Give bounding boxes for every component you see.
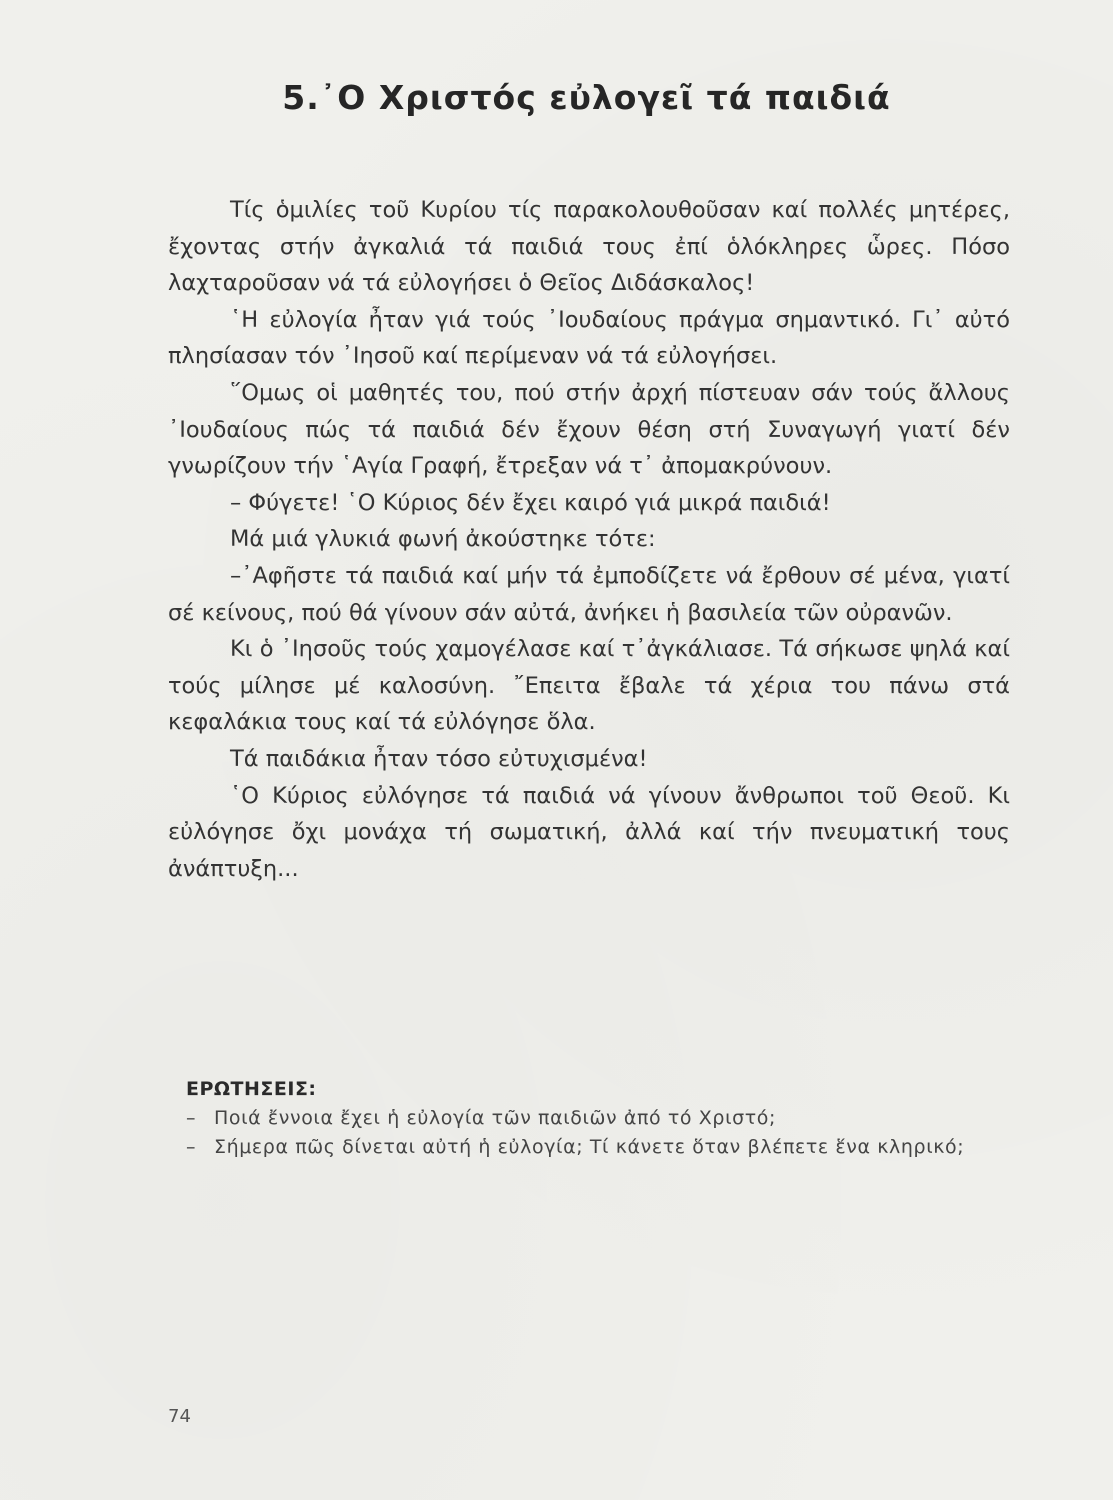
paragraph-5: Μά μιά γλυκιά φωνή ἀκούστηκε τότε:	[230, 526, 656, 553]
paragraph-9: ῾Ο Κύριος εὐλόγησε τά παιδιά νά γίνουν ἄνθρωποι τοῦ Θεοῦ. Κι εὐλόγησε ὄχι μονάχα τή σωματική, ἀλλά καί τήν πνευματική τους ἀνάπτυξη...	[168, 782, 1010, 882]
paragraph-1: Τίς ὁμιλίες τοῦ Κυρίου τίς παρακολουθοῦσαν καί πολλές μητέρες, ἔχοντας στήν ἀγκαλιά τά παιδιά τους ἐπί ὁλόκληρες ὧρες. Πόσο λαχταροῦσαν νά τά εὐλογήσει ὁ Θεῖος Διδάσκαλος!	[168, 197, 1010, 297]
question-item	[186, 1104, 1016, 1133]
question-text: Σήμερα πῶς δίνεται αὐτή ἡ εὐλογία; Τί κάνετε ὅταν βλέπετε ἕνα κληρικό;	[214, 1136, 965, 1158]
paragraph-3: ῞Ομως οἱ μαθητές του, πού στήν ἀρχή πίστευαν σάν τούς ἄλλους ᾿Ιουδαίους πώς τά παιδιά δέν ἔχουν θέση στή Συναγωγή γιατί δέν γνωρίζουν τήν ῾Αγία Γραφή, ἔτρεξαν νά τ᾿ ἀπομακρύνουν.	[168, 379, 1010, 480]
question-item	[186, 1133, 1016, 1162]
question-text: Ποιά ἔννοια ἔχει ἡ εὐλογία τῶν παιδιῶν ἀπό τό Χριστό;	[214, 1107, 777, 1129]
paragraph-2: ῾Η εὐλογία ἦταν γιά τούς ᾿Ιουδαίους πράγμα σημαντικό. Γι᾿ αὐτό πλησίασαν τόν ᾿Ιησοῦ καί περίμεναν νά τά εὐλογήσει.	[168, 306, 1010, 370]
dash-bullet: –	[186, 1107, 197, 1129]
questions-list	[186, 1104, 1016, 1162]
paragraph-8: Τά παιδάκια ἦταν τόσο εὐτυχισμένα!	[230, 745, 648, 772]
dash-bullet: –	[186, 1136, 197, 1158]
page-title: 5.᾿Ο Χριστός εὐλογεῖ τά παιδιά	[282, 78, 891, 117]
story-text	[168, 192, 1010, 887]
paragraph-4: – Φύγετε! ῾Ο Κύριος δέν ἔχει καιρό γιά μικρά παιδιά!	[230, 489, 831, 516]
questions-heading: ΕΡΩΤΗΣΕΙΣ:	[186, 1078, 317, 1100]
questions-section	[186, 1078, 1016, 1162]
page-number: 74	[168, 1406, 191, 1427]
paragraph-6: –᾿Αφῆστε τά παιδιά καί μήν τά ἐμποδίζετε νά ἔρθουν σέ μένα, γιατί σέ κείνους, πού θά γίνουν σάν αὐτά, ἀνήκει ἡ βασιλεία τῶν οὐρανῶν.	[168, 562, 1010, 626]
paragraph-7: Κι ὁ ᾿Ιησοῦς τούς χαμογέλασε καί τ᾿ἀγκάλιασε. Τά σήκωσε ψηλά καί τούς μίλησε μέ καλοσύνη. ῎Επειτα ἔβαλε τά χέρια του πάνω στά κεφαλάκια τους καί τά εὐλόγησε ὅλα.	[168, 636, 1010, 736]
